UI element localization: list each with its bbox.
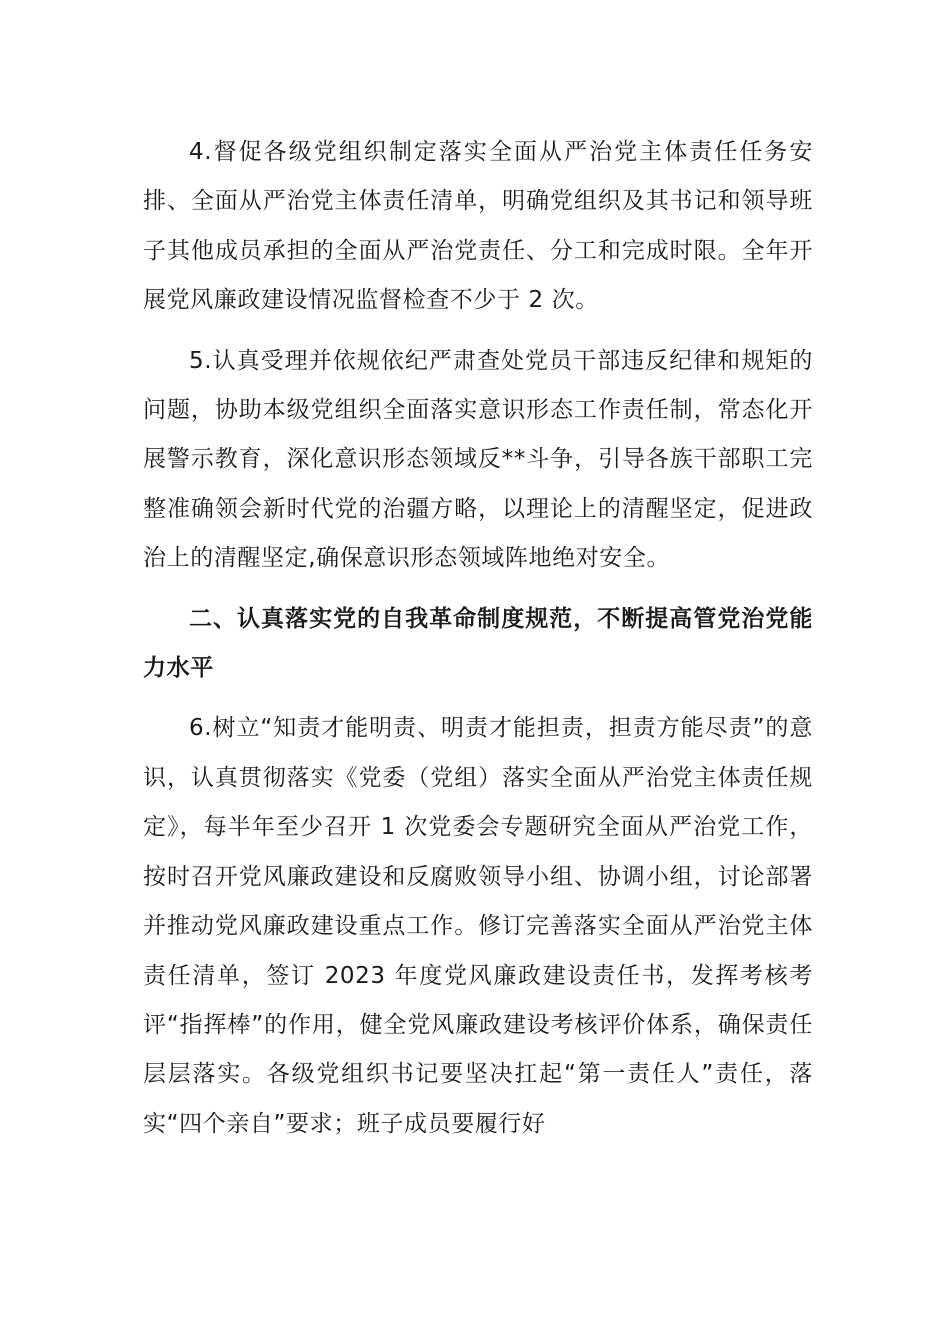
paragraph-item-6: 6.树立“知责才能明责、明责才能担责，担责方能尽责”的意识，认真贯彻落实《党委（党组）落实全面从严治党主体责任规定》，每半年至少召开 1 次党委会专题研究全面从严治党工作，按时召开党风廉政建设和反腐败领导小组、协调小组，讨论部署并推动党风廉政建设重点工作。修订完善落实全面从严治党主体责任清单，签订 2023 年度党风廉政建设责任书，发挥考核考评“指挥棒”的作用，健全党风廉政建设考核评价体系，确保责任层层落实。各级党组织书记要坚决扛起“第一责任人”责任，落实“四个亲自”要求；班子成员要履行好 (143, 715, 813, 1137)
section-heading-2: 二、认真落实党的自我革命制度规范，不断提高管党治党能力水平 (143, 605, 813, 682)
paragraph-item-4: 4.督促各级党组织制定落实全面从严治党主体责任任务安排、全面从严治党主体责任清单，明确党组织及其书记和领导班子其他成员承担的全面从严治党责任、分工和完成时限。全年开展党风廉政建设情况监督检查不少于 2 次。 (143, 139, 813, 314)
document-body (143, 128, 813, 1149)
paragraph-item-5: 5.认真受理并依规依纪严肃查处党员干部违反纪律和规矩的问题，协助本级党组织全面落实意识形态工作责任制，常态化开展警示教育，深化意识形态领域反**斗争，引导各族干部职工完整准确领会新时代党的治疆方略，以理论上的清醒坚定，促进政治上的清醒坚定,确保意识形态领域阵地绝对安全。 (143, 347, 813, 572)
